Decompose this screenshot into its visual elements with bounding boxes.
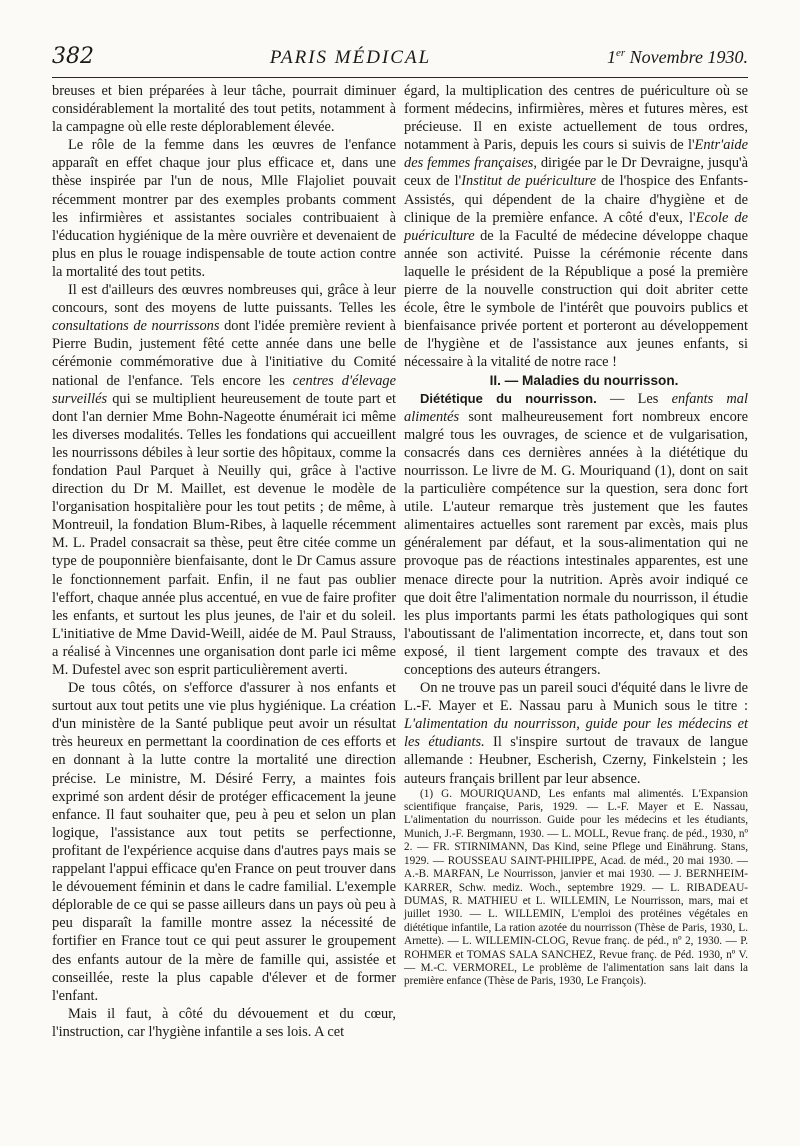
issue-date-rest: Novembre 1930. [625, 47, 748, 67]
issue-date-day: 1 [607, 47, 616, 67]
left-p3-italic-consultations: consultations de nourrissons [52, 318, 220, 335]
right-paragraph-1 [404, 82, 748, 372]
issue-date [607, 47, 748, 68]
issue-date-sup: er [616, 47, 626, 59]
journal-title: PARIS MÉDICAL [269, 47, 432, 68]
footnote: (1) G. MOURIQUAND, Les enfants mal alimentés. L'Expansion scientifique française, Paris, 1929. — L.-F. Mayer et E. Nassau, L'alimentation du nourrisson. Guide pour les médecins et les étudiants, Munich, J.-F. Bergmann, 1930. — L. MOLL, Revue franç. de péd., 1930, nº 2. — FR. STIRNIMANN, Das Kind, seine Pflege und Einährung. Stans, 1929. — ROUSSEAU SAINT-PHILIPPE, Acad. de méd., 20 mai 1930. — A.-B. MARFAN, Le Nourrisson, janvier et mai 1930. — J. BERNHEIM-KARRER, Schw. mediz. Woch., septembre 1929. — L. RIBADEAU-DUMAS, R. MATHIEU et L. WILLEMIN, Le Nourrisson, mars, mai et juillet 1930. — L. WILLEMIN, L'emploi des protéines végétales en diététique infantile, La ration azotée du nourrisson (Thèse de Paris, 1930, L. Arnette). — L. WILLEMIN-CLOG, Revue franç. de péd., nº 2, 1930. — P. ROHMER et TOMAS SALA SANCHEZ, Revue franç. de Péd. 1930, nº V. — M.-C. VERMOREL, Le problème de l'alimentation sans lait dans la première enfance (Thèse de Paris, 1930, Le François). [404, 787, 748, 988]
section-heading: II. — Maladies du nourrisson. [489, 372, 679, 388]
left-p3-text-a: Il est d'ailleurs des œuvres nombreuses qui, grâce à leur concours, sont des moyens de lutte puissants. Telles les [52, 282, 396, 317]
right-p3-italic-title: L'alimentation du nourrisson, guide pour les médecins et les étudiants. [404, 716, 748, 751]
left-paragraph-5: Mais il faut, à côté du dévouement et du cœur, l'instruction, car l'hygiène infantile a ses lois. A cet [52, 1005, 396, 1040]
right-p1-text-c: , dirigée par le Dr Devraigne, jusqu'à ceux de l' [404, 155, 748, 190]
left-column [52, 82, 396, 1041]
right-p2-text-c: sont malheureusement fort nombreux encore malgré tous les ouvrages, de science et de vulgarisation, consacrés dans ces dernières années à la diététique du nourrisson. Le livre de M. G. Mouriquand (1), dont on sait la particulière compétence sur la question, sera donc fort utile. L'auteur remarque très justement que les fautes alimentaires actuelles sont rarement par excès, mais plus généralement par défaut, et la sous-alimentation qui ne provoque pas de réactions intestinales apparentes, est une menace directe pour la nutrition. Après avoir indiqué ce que doit être l'alimentation normale du nourrisson, il étudie les plus importants parmi les états pathologiques qui sont l'aboutissant de l'alimentation incorrecte, et, dans tout son exposé, il tient largement compte des travaux et des conceptions des auteurs étrangers. [404, 408, 748, 678]
left-p3-italic-centres: centres d'élevage surveillés [52, 372, 396, 407]
left-paragraph-4: De tous côtés, on s'efforce d'assurer à nos enfants et surtout aux tout petits une vie plus hygiénique. La création d'un ministère de la Santé publique peut avoir un résultat très heureux en permettant la coordination de ces efforts et en donnant à la lutte contre la mortalité une direction précise. Le ministre, M. Désiré Ferry, a maintes fois exprimé son ardent désir de protéger efficacement la jeune enfance. Il faut souhaiter que, peu à peu et selon un plan logique, l'assistance aux tout petits se perfectionne, profitant de l'expérience acquise dans d'autres pays mais se rappelant l'appui efficace qu'en France on peut trouver dans le dévouement féminin et dans le cadre familial. L'exemple déplorable de ce qui se passe ailleurs dans un pays où peu à peu disparaît la famille montre assez la nécessité de fortifier en France tout ce qui peut assurer le groupement des enfants autour de la mère de famille qui, assistée et conseillée, reste la plus capable d'élever et de former l'enfant. [52, 680, 396, 1004]
right-p1-italic-ecole: Ecole de puériculture [404, 209, 748, 244]
right-p1-text-a: égard, la multiplication des centres de puériculture où se forment médecins, infirmières, mères et futures mères, est précieuse. Il en existe actuellement de tous ordres, notamment à Paris, depuis les cours si suivis de l' [404, 83, 748, 154]
right-p2-italic-enfants: enfants mal alimentés [404, 390, 748, 425]
right-paragraph-2 [404, 390, 748, 680]
right-p2-text-a: — Les [596, 390, 672, 407]
right-column [404, 82, 748, 989]
right-p3-text-c: Il s'inspire surtout de travaux de langue allemande : Heubner, Escherish, Czerny, Finkelstein ; les auteurs français brillent par leur absence. [404, 734, 748, 787]
right-p1-text-g: de la Faculté de médecine développe chaque année son activité. Puisse la cérémonie récente dans laquelle le président de la République a posé la première pierre de la nouvelle construction qui doit abriter cette école, être le symbole de l'intérêt que pouvoirs publics et bienfaisance privée portent et porteront au développement de l'hygiène et de l'assistance aux jeunes enfants, si nécessaire à la vitalité de notre race ! [404, 227, 748, 371]
left-p3-text-e: qui se multiplient heureusement de toute part et dont l'an dernier Mme Bohn-Nageotte énumérait ici même les diverses modalités. Telles les fondations qui accueillent les nourrissons débiles à leur sortie des hôpitaux, comme la fondation Paul Parquet à Neuilly qui, grâce à l'active direction du Dr M. Maillet, est devenue le modèle de l'organisation hospitalière pour les tout petits ; de même, à Montreuil, la fondation Blum-Ribes, à laquelle récemment M. L. Pradel consacrait sa thèse, peut être citée comme un type de pouponnière bienfaisante, dont le Dr Camus assure le fonctionnement parfait. Enfin, il ne faut pas oublier l'effort, chaque année plus accentué, en vue de faire profiter les enfants, et surtout les plus jeunes, de l'air et du soleil. L'initiative de Mme David-Weill, aidée de M. Paul Strauss, a réalisé à Vincennes une organisation dont parle ici même M. Dufestel avec son esprit particulièrement averti. [52, 390, 396, 678]
right-p1-italic-institut: Institut de puériculture [461, 173, 597, 190]
sub-title-dietetique: Diététique du nourrisson. [420, 390, 597, 406]
page-number: 382 [52, 44, 94, 69]
right-p3-text-a: On ne trouve pas un pareil souci d'équité dans le livre de L.-F. Mayer et E. Nassau paru à Munich sous le titre : [404, 680, 748, 715]
right-paragraph-3 [404, 679, 748, 788]
right-p1-italic-entraide: Entr'aide des femmes françaises [404, 137, 748, 172]
running-header [52, 44, 748, 78]
left-paragraph-1: breuses et bien préparées à leur tâche, pourrait diminuer considérablement la mortalité des tout petits, notamment à la campagne où elle reste déplorablement élevée. [52, 83, 396, 136]
right-p1-text-e: de l'hospice des Enfants-Assistés, qui dépendent de la chaire d'hygiène et de clinique de la première enfance. A côté d'eux, l' [404, 173, 748, 226]
left-p3-text-c: dont l'idée première revient à Pierre Budin, justement fêté cette année dans une belle cérémonie commémorative due à l'initiative du Comité national de l'enfance. Tels encore les [52, 318, 397, 389]
left-paragraph-2: Le rôle de la femme dans les œuvres de l'enfance apparaît en effet chaque jour plus efficace et, dans une thèse inspirée par l'un de nous, Mlle Flajoliet pouvait récemment montrer par des exemples probants comment les infirmières et assistantes sociales contribuaient à l'éducation hygiénique de la mère ouvrière et devenaient de plus en plus le rouage indispensable de toute action contre la mortalité des tout petits. [52, 137, 396, 280]
left-paragraph-3 [52, 281, 396, 679]
